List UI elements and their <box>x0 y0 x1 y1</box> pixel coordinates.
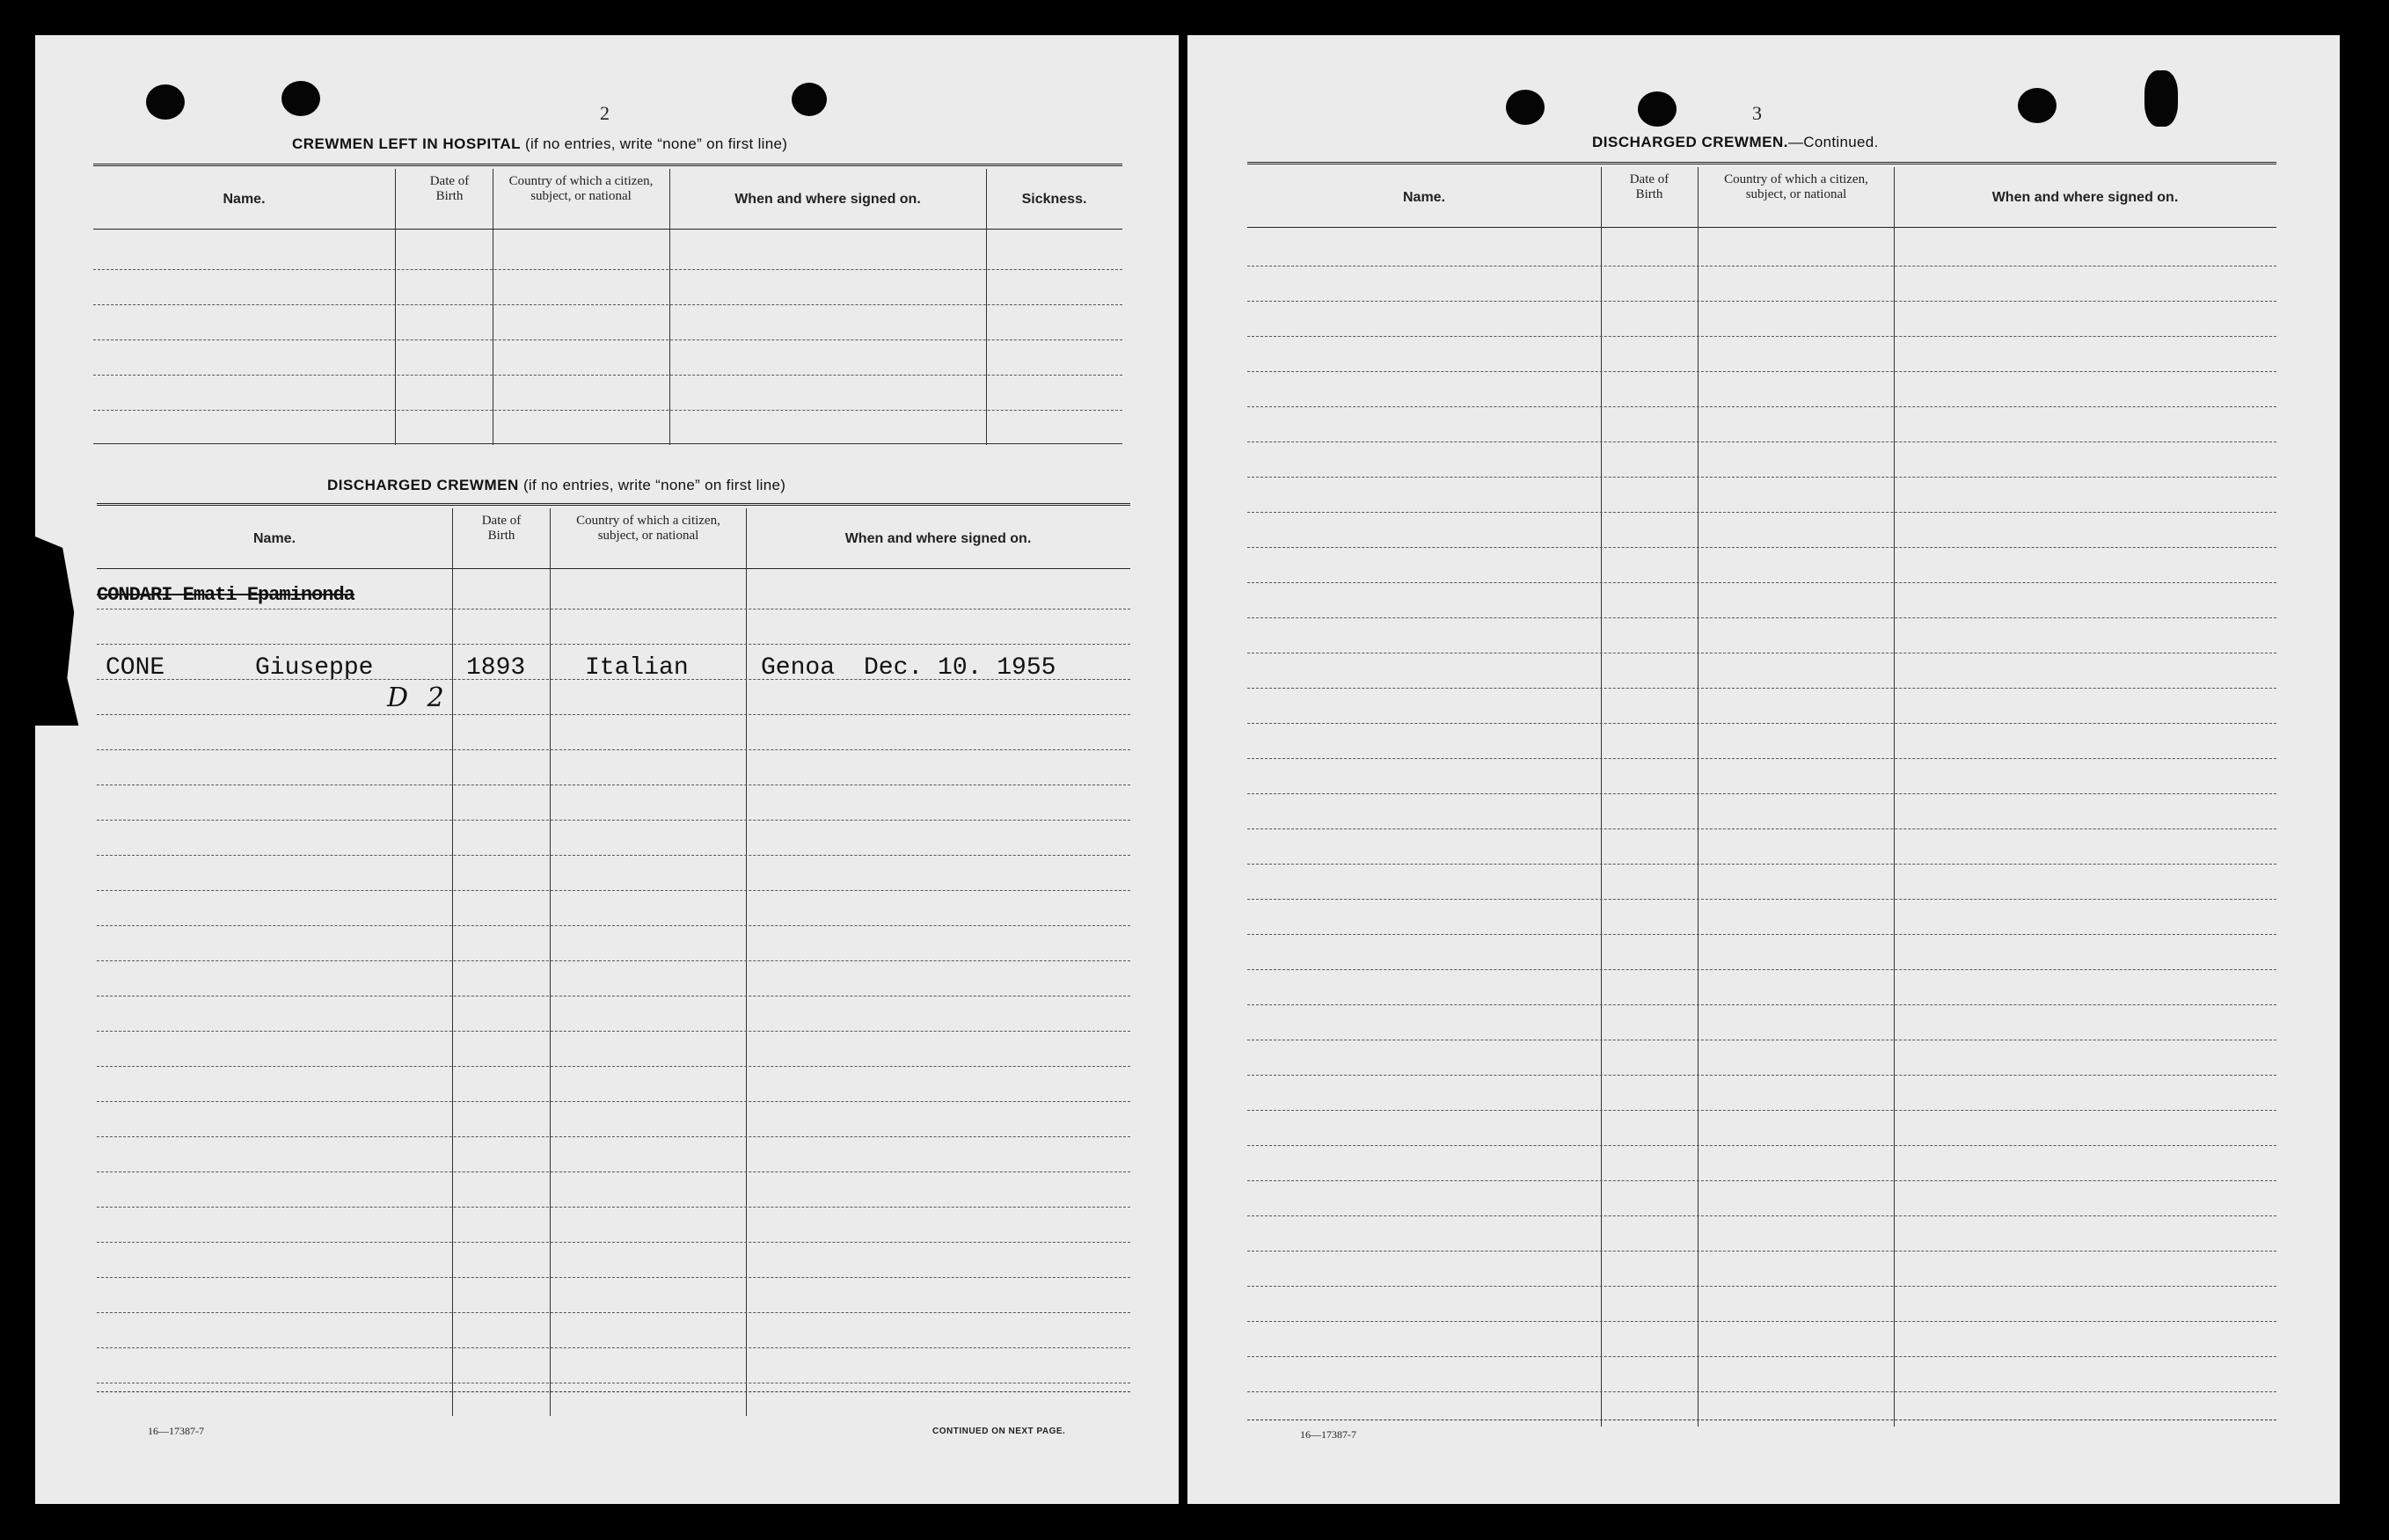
table-row-line <box>1247 793 2276 794</box>
col-header-signed: When and where signed on. <box>734 192 921 207</box>
table-top-rule <box>93 164 1122 170</box>
entry-dob: 1893 <box>466 654 526 682</box>
table-row-line <box>1247 582 2276 583</box>
entry-given-name: Giuseppe <box>255 654 374 682</box>
table-row-line <box>97 1031 1130 1032</box>
hospital-section-title <box>292 135 787 153</box>
table-row-line <box>97 1277 1130 1278</box>
table-row-line <box>1247 864 2276 865</box>
table-row-line <box>97 1312 1130 1313</box>
table-row-line <box>1247 547 2276 548</box>
discharged-title-text: DISCHARGED CREWMEN <box>327 477 519 493</box>
col-header-sickness: Sickness. <box>1021 192 1087 207</box>
column-divider <box>395 169 396 445</box>
table-row-line <box>93 339 1122 340</box>
table-row-line <box>97 644 1130 645</box>
table-row-line <box>1247 1286 2276 1287</box>
table-row-line <box>97 1242 1130 1243</box>
col-header-signed: When and where signed on. <box>844 531 1032 546</box>
table-row-line <box>1247 1145 2276 1146</box>
column-divider <box>986 169 987 445</box>
table-row-line <box>93 410 1122 411</box>
table-row-line <box>1247 1004 2276 1005</box>
table-row-line <box>1247 512 2276 513</box>
discharged-section-title <box>327 477 785 494</box>
punch-hole <box>1506 90 1545 125</box>
table-row-line <box>1247 688 2276 689</box>
discharged-title-note: (if no entries, write “none” on first line) <box>522 477 786 493</box>
table-header-rule <box>93 229 1122 230</box>
table-row-line <box>97 960 1130 961</box>
hospital-title-note: (if no entries, write “none” on first line) <box>525 135 788 152</box>
col-header-country: Country of which a citizen, subject, or national <box>576 514 720 543</box>
table-row-line <box>1247 1356 2276 1357</box>
column-divider <box>1894 167 1895 1427</box>
col-header-dob: Date of Birth <box>1629 172 1669 201</box>
punch-hole <box>2018 88 2057 123</box>
punch-hole <box>281 81 320 116</box>
table-row-line <box>1247 723 2276 724</box>
punch-hole <box>1638 91 1677 127</box>
punch-hole <box>792 83 827 116</box>
table-row-line <box>93 375 1122 376</box>
table-row-line <box>1247 1180 2276 1181</box>
entry-annotation: D 2 <box>387 682 449 713</box>
column-divider <box>1698 167 1699 1427</box>
col-header-country: Country of which a citizen, subject, or national <box>1724 172 1868 201</box>
left-page <box>35 35 1179 1504</box>
entry-country: Italian <box>585 654 689 682</box>
table-row-line <box>1247 301 2276 302</box>
discharged-table <box>97 503 1130 1453</box>
table-row-line <box>97 1136 1130 1137</box>
table-row-line <box>97 890 1130 891</box>
table-row-line <box>97 855 1130 856</box>
entry-surname: CONE <box>106 654 165 682</box>
col-header-dob: Date of Birth <box>429 174 470 203</box>
table-row-line <box>93 304 1122 305</box>
page-number: 2 <box>600 102 610 124</box>
table-row-line <box>97 1066 1130 1067</box>
continued-note: CONTINUED ON NEXT PAGE. <box>932 1427 1066 1436</box>
table-row-line <box>97 925 1130 926</box>
col-header-signed: When and where signed on. <box>1991 190 2179 205</box>
form-code: 16—17387-7 <box>148 1425 204 1437</box>
punch-hole <box>146 84 185 120</box>
table-header-rule <box>97 568 1130 569</box>
table-row-line <box>97 1101 1130 1102</box>
table-row-line <box>1247 371 2276 372</box>
table-row-line <box>1247 406 2276 407</box>
column-divider <box>1601 167 1602 1427</box>
table-row-line <box>1247 477 2276 478</box>
form-code: 16—17387-7 <box>1300 1428 1356 1441</box>
table-row-line <box>97 1171 1130 1172</box>
punch-hole <box>2144 70 2178 127</box>
entry-signed-place: Genoa <box>761 654 836 682</box>
table-bottom-rule <box>93 443 1122 444</box>
table-row-line <box>1247 1075 2276 1076</box>
table-row-line <box>97 749 1130 750</box>
table-row-line <box>97 1347 1130 1348</box>
table-header-rule <box>1247 227 2276 228</box>
struck-out-entry: CONDARI Emati Epaminonda <box>97 584 354 606</box>
table-row-line <box>1247 899 2276 900</box>
discharged-continued-title-text: DISCHARGED CREWMEN. <box>1592 134 1788 150</box>
table-row-line <box>97 679 1130 680</box>
table-row-line <box>1247 1251 2276 1252</box>
discharged-continued-title <box>1592 134 1878 151</box>
column-divider <box>669 169 670 445</box>
table-row-line <box>1247 1391 2276 1392</box>
col-header-dob: Date of Birth <box>481 514 522 543</box>
table-row-line <box>1247 969 2276 970</box>
col-header-country: Country of which a citizen, subject, or national <box>508 174 654 203</box>
table-row-line <box>93 269 1122 270</box>
discharged-continued-note: —Continued. <box>1787 134 1879 150</box>
table-top-rule <box>1247 162 2276 168</box>
col-header-name: Name. <box>1402 190 1446 205</box>
table-row-line <box>97 1207 1130 1208</box>
table-row-line <box>1247 758 2276 759</box>
entry-signed-date: Dec. 10. 1955 <box>864 654 1056 682</box>
table-row-line <box>1247 617 2276 618</box>
table-row-line <box>1247 1215 2276 1216</box>
table-row-line <box>1247 1110 2276 1111</box>
table-row-line <box>97 714 1130 715</box>
table-bottom-rule <box>97 1391 1130 1392</box>
table-top-rule <box>97 503 1130 509</box>
table-row-line <box>1247 336 2276 337</box>
table-row-line <box>97 820 1130 821</box>
discharged-continued-table <box>1247 162 2276 1463</box>
col-header-name: Name. <box>252 531 296 546</box>
hospital-table <box>93 164 1122 445</box>
table-row-line <box>1247 828 2276 829</box>
col-header-name: Name. <box>223 192 266 207</box>
hospital-title-text: CREWMEN LEFT IN HOSPITAL <box>292 135 521 152</box>
right-page <box>1187 35 2340 1504</box>
page-number: 3 <box>1752 102 1762 124</box>
table-row-line <box>1247 934 2276 935</box>
table-row-line <box>1247 1321 2276 1322</box>
